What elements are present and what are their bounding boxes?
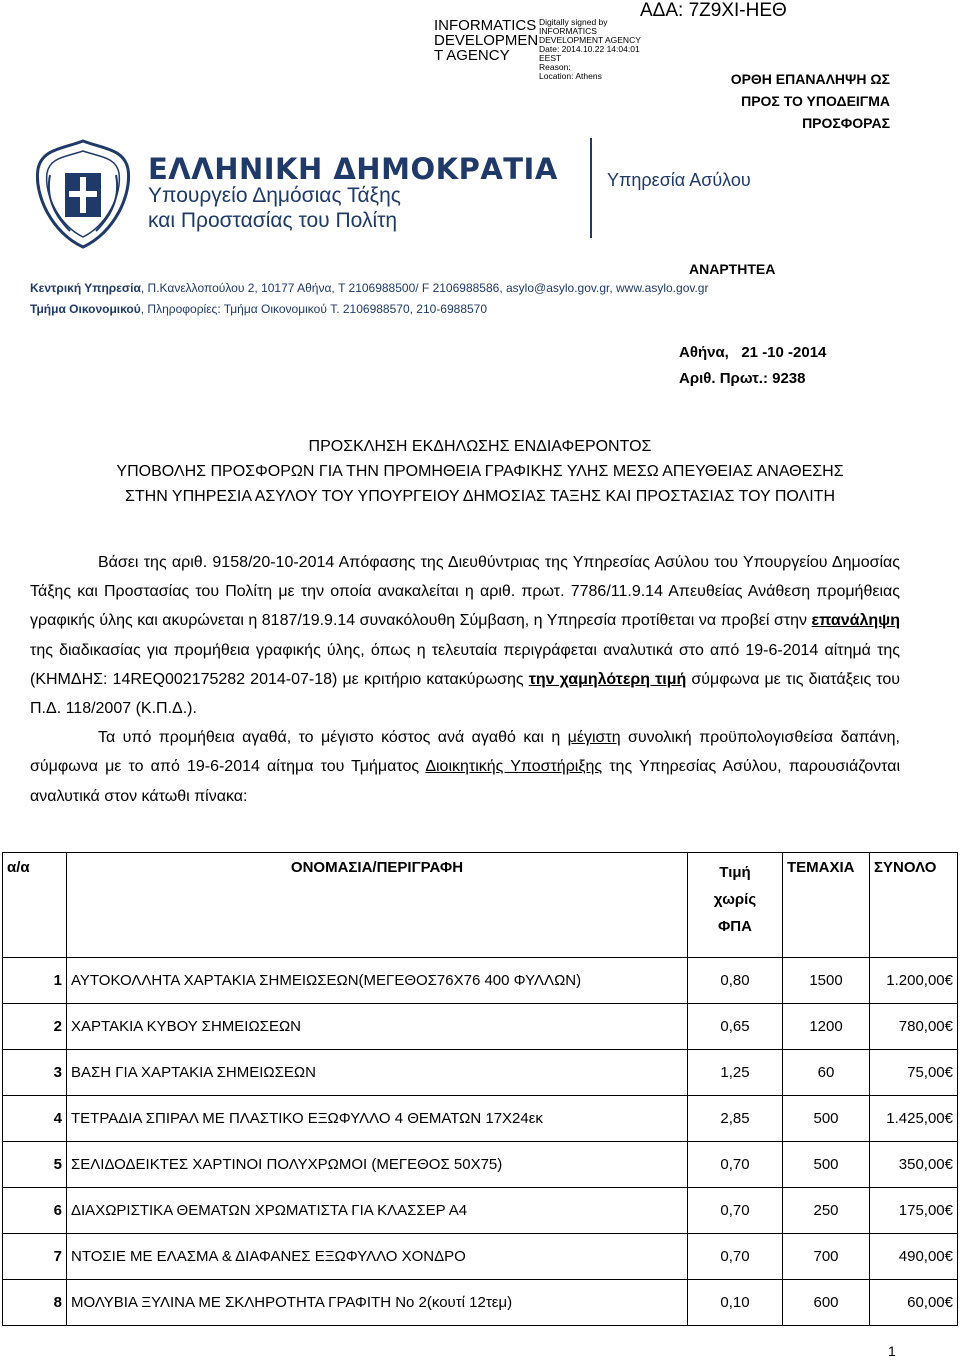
logo-title: ΕΛΛΗΝΙΚΗ ΔΗΜΟΚΡΑΤΙΑ	[148, 152, 558, 186]
protocol-number: Αριθ. Πρωτ.: 9238	[679, 370, 806, 387]
posting-label: ΑΝΑΡΤΗΤΕΑ	[689, 261, 776, 277]
subject-line: ΣΤΗΝ ΥΠΗΡΕΣΙΑ ΑΣΥΛΟΥ ΤΟΥ ΥΠΟΥΡΓΕΙΟΥ ΔΗΜΟΣΙΑΣ ΤΑΞΗΣ ΚΑΙ ΠΡΟΣΤΑΣΙΑΣ ΤΟΥ ΠΟΛΙΤΗ	[124, 488, 835, 505]
page-number: 1	[888, 1343, 896, 1359]
signature-organization: INFORMATICS DEVELOPMEN T AGENCY	[434, 17, 539, 64]
row-description: ΣΕΛΙΔΟΔΕΙΚΤΕΣ ΧΑΡΤΙΝΟΙ ΠΟΛΥΧΡΩΜΟΙ (ΜΕΓΕΘΟΣ 50Χ75)	[67, 1142, 688, 1188]
emphasis-lowest-price: την χαμηλότερη τιμή	[528, 670, 687, 688]
row-quantity: 60	[783, 1050, 870, 1096]
row-description: ΒΑΣΗ ΓΙΑ ΧΑΡΤΑΚΙΑ ΣΗΜΕΙΩΣΕΩΝ	[67, 1050, 688, 1096]
signature-details: Digitally signed by INFORMATICS DEVELOPMENT AGENCY Date: 2014.10.22 14:04:01 EEST Reason: Location: Athens	[539, 17, 641, 81]
row-description: ΑΥΤΟΚΟΛΛΗΤΑ ΧΑΡΤΑΚΙΑ ΣΗΜΕΙΩΣΕΩΝ(ΜΕΓΕΘΟΣ76Χ76 400 ΦΥΛΛΩΝ)	[67, 958, 688, 1004]
repeat-note-line: ΟΡΘΗ ΕΠΑΝΑΛΗΨΗ ΩΣ	[730, 71, 890, 87]
document-body	[30, 548, 900, 811]
contact-text: , Π.Κανελλοπούλου 2, 10177 Αθήνα, T 2106988500/ F 2106988586, asylo@asylo.gov.gr, www.asylo.gov.gr	[140, 281, 709, 295]
row-quantity: 250	[783, 1188, 870, 1234]
header-price: Τιμή χωρίς ΦΠΑ	[688, 853, 783, 958]
date-line: Αθήνα, 21 -10 -2014	[679, 344, 827, 361]
row-index: 4	[3, 1096, 67, 1142]
row-total: 350,00€	[870, 1142, 958, 1188]
logo-divider	[590, 138, 592, 238]
emphasis-repeat: επανάληψη	[811, 612, 900, 630]
subject-line: ΠΡΟΣΚΛΗΣΗ ΕΚΔΗΛΩΣΗΣ ΕΝΔΙΑΦΕΡΟΝΤΟΣ	[308, 438, 652, 455]
row-total: 1.425,00€	[870, 1096, 958, 1142]
repeat-note-line: ΠΡΟΣ ΤΟ ΥΠΟΔΕΙΓΜΑ	[741, 93, 890, 109]
header-total: ΣΥΝΟΛΟ	[870, 853, 958, 958]
paragraph-decision	[30, 548, 900, 723]
table-header-row	[3, 853, 958, 958]
items-table	[2, 852, 958, 1326]
row-description: ΝΤΟΣΙΕ ΜΕ ΕΛΑΣΜΑ & ΔΙΑΦΑΝΕΣ ΕΞΩΦΥΛΛΟ ΧΟΝΔΡΟ	[67, 1234, 688, 1280]
table-row	[3, 1096, 958, 1142]
text-run: της Υπηρεσίας Ασύλου, παρουσιάζονται αναλυτικά στον κάτωθι πίνακα:	[30, 758, 900, 805]
table-row	[3, 1004, 958, 1050]
row-quantity: 600	[783, 1280, 870, 1326]
emphasis-department: Διοικητικής Υποστήριξης	[425, 758, 603, 776]
row-quantity: 500	[783, 1096, 870, 1142]
contact-label: Κεντρική Υπηρεσία	[30, 281, 141, 295]
row-index: 7	[3, 1234, 67, 1280]
table-row	[3, 1280, 958, 1326]
text-run: Τα υπό προμήθεια αγαθά, το μέγιστο κόστος ανά αγαθό και η	[98, 729, 568, 747]
table-row	[3, 1188, 958, 1234]
header-quantity: ΤΕΜΑΧΙΑ	[783, 853, 870, 958]
row-price: 0,70	[688, 1142, 783, 1188]
row-description: ΜΟΛΥΒΙΑ ΞΥΛΙΝΑ ΜΕ ΣΚΛΗΡΟΤΗΤΑ ΓΡΑΦΙΤΗ No 2(κουτί 12τεμ)	[67, 1280, 688, 1326]
row-price: 0,10	[688, 1280, 783, 1326]
row-total: 490,00€	[870, 1234, 958, 1280]
row-quantity: 700	[783, 1234, 870, 1280]
text-run: της διαδικασίας για προμήθεια γραφικής ύλης, όπως η τελευταία περιγράφεται αναλυτικά στο από 19-6-2014 αίτημά της (ΚΗΜΔΗΣ: 14REQ002175282 2014-07-18) με κριτήριο κατακύρωσης	[30, 641, 900, 688]
repeat-note-line: ΠΡΟΣΦΟΡΑΣ	[802, 115, 890, 131]
row-quantity: 1200	[783, 1004, 870, 1050]
header-index: α/α	[3, 853, 67, 958]
row-index: 8	[3, 1280, 67, 1326]
row-price: 0,80	[688, 958, 783, 1004]
ada-code: ΑΔΑ: 7Ζ9ΧΙ-ΗΕΘ	[640, 0, 787, 21]
row-index: 5	[3, 1142, 67, 1188]
document-subject	[30, 434, 930, 509]
service-name: Υπηρεσία Ασύλου	[607, 170, 751, 190]
row-description: ΔΙΑΧΩΡΙΣΤΙΚΑ ΘΕΜΑΤΩΝ ΧΡΩΜΑΤΙΣΤΑ ΓΙΑ ΚΛΑΣΣΕΡ Α4	[67, 1188, 688, 1234]
row-price: 0,70	[688, 1188, 783, 1234]
ministry-line: και Προστασίας του Πολίτη	[148, 209, 398, 232]
row-index: 3	[3, 1050, 67, 1096]
row-price: 0,65	[688, 1004, 783, 1050]
text-run: Βάσει της αριθ. 9158/20-10-2014 Απόφασης της Διευθύντριας της Υπηρεσίας Ασύλου του Υπουργείου Δημοσίας Τάξης και Προστασίας του Πολίτη με την οποία ανακαλείται η αριθ. πρωτ. 7786/11.9.14 Απευθείας Ανάθεση προμήθειας γραφικής ύλης και ακυρώνεται η 8187/19.9.14 συνακόλουθη Σύμβαση, η Υπηρεσία προτίθεται να προβεί στην	[30, 554, 900, 630]
contact-text: , Πληροφορίες: Τμήμα Οικονομικού T. 2106988570, 210-6988570	[140, 302, 488, 316]
table-row	[3, 1142, 958, 1188]
contact-line-central	[30, 281, 708, 295]
table-row	[3, 958, 958, 1004]
contact-line-finance	[30, 302, 487, 316]
logo-ministry	[148, 183, 401, 233]
coat-of-arms-icon	[32, 135, 134, 253]
table-row	[3, 1234, 958, 1280]
row-description: ΧΑΡΤΑΚΙΑ ΚΥΒΟΥ ΣΗΜΕΙΩΣΕΩΝ	[67, 1004, 688, 1050]
row-index: 1	[3, 958, 67, 1004]
row-price: 1,25	[688, 1050, 783, 1096]
contact-label: Τμήμα Οικονομικού	[30, 302, 141, 316]
row-price: 0,70	[688, 1234, 783, 1280]
text-run: συνολική προϋπολογισθείσα δαπάνη, σύμφωνα με το από 19-6-2014 αίτημα του Τμήματος	[30, 729, 901, 776]
row-total: 75,00€	[870, 1050, 958, 1096]
row-index: 2	[3, 1004, 67, 1050]
ministry-line: Υπουργείο Δημόσιας Τάξης	[148, 184, 401, 207]
date-block	[679, 340, 826, 392]
paragraph-goods	[30, 723, 900, 811]
row-total: 60,00€	[870, 1280, 958, 1326]
row-description: ΤΕΤΡΑΔΙΑ ΣΠΙΡΑΛ ΜΕ ΠΛΑΣΤΙΚΟ ΕΞΩΦΥΛΛΟ 4 ΘΕΜΑΤΩΝ 17Χ24εκ	[67, 1096, 688, 1142]
header-description: ΟΝΟΜΑΣΙΑ/ΠΕΡΙΓΡΑΦΗ	[67, 853, 688, 958]
subject-line: ΥΠΟΒΟΛΗΣ ΠΡΟΣΦΟΡΩΝ ΓΙΑ ΤΗΝ ΠΡΟΜΗΘΕΙΑ ΓΡΑΦΙΚΗΣ ΥΛΗΣ ΜΕΣΩ ΑΠΕΥΘΕΙΑΣ ΑΝΑΘΕΣΗΣ	[116, 463, 844, 480]
repeat-note	[660, 68, 890, 134]
text-run: σύμφωνα με τις διατάξεις του Π.Δ. 118/2007 (Κ.Π.Δ.).	[30, 670, 901, 718]
row-total: 1.200,00€	[870, 958, 958, 1004]
row-price: 2,85	[688, 1096, 783, 1142]
row-quantity: 1500	[783, 958, 870, 1004]
row-quantity: 500	[783, 1142, 870, 1188]
row-total: 175,00€	[870, 1188, 958, 1234]
row-index: 6	[3, 1188, 67, 1234]
table-row	[3, 1050, 958, 1096]
emphasis-maximum: μέγιστη	[567, 729, 621, 747]
row-total: 780,00€	[870, 1004, 958, 1050]
